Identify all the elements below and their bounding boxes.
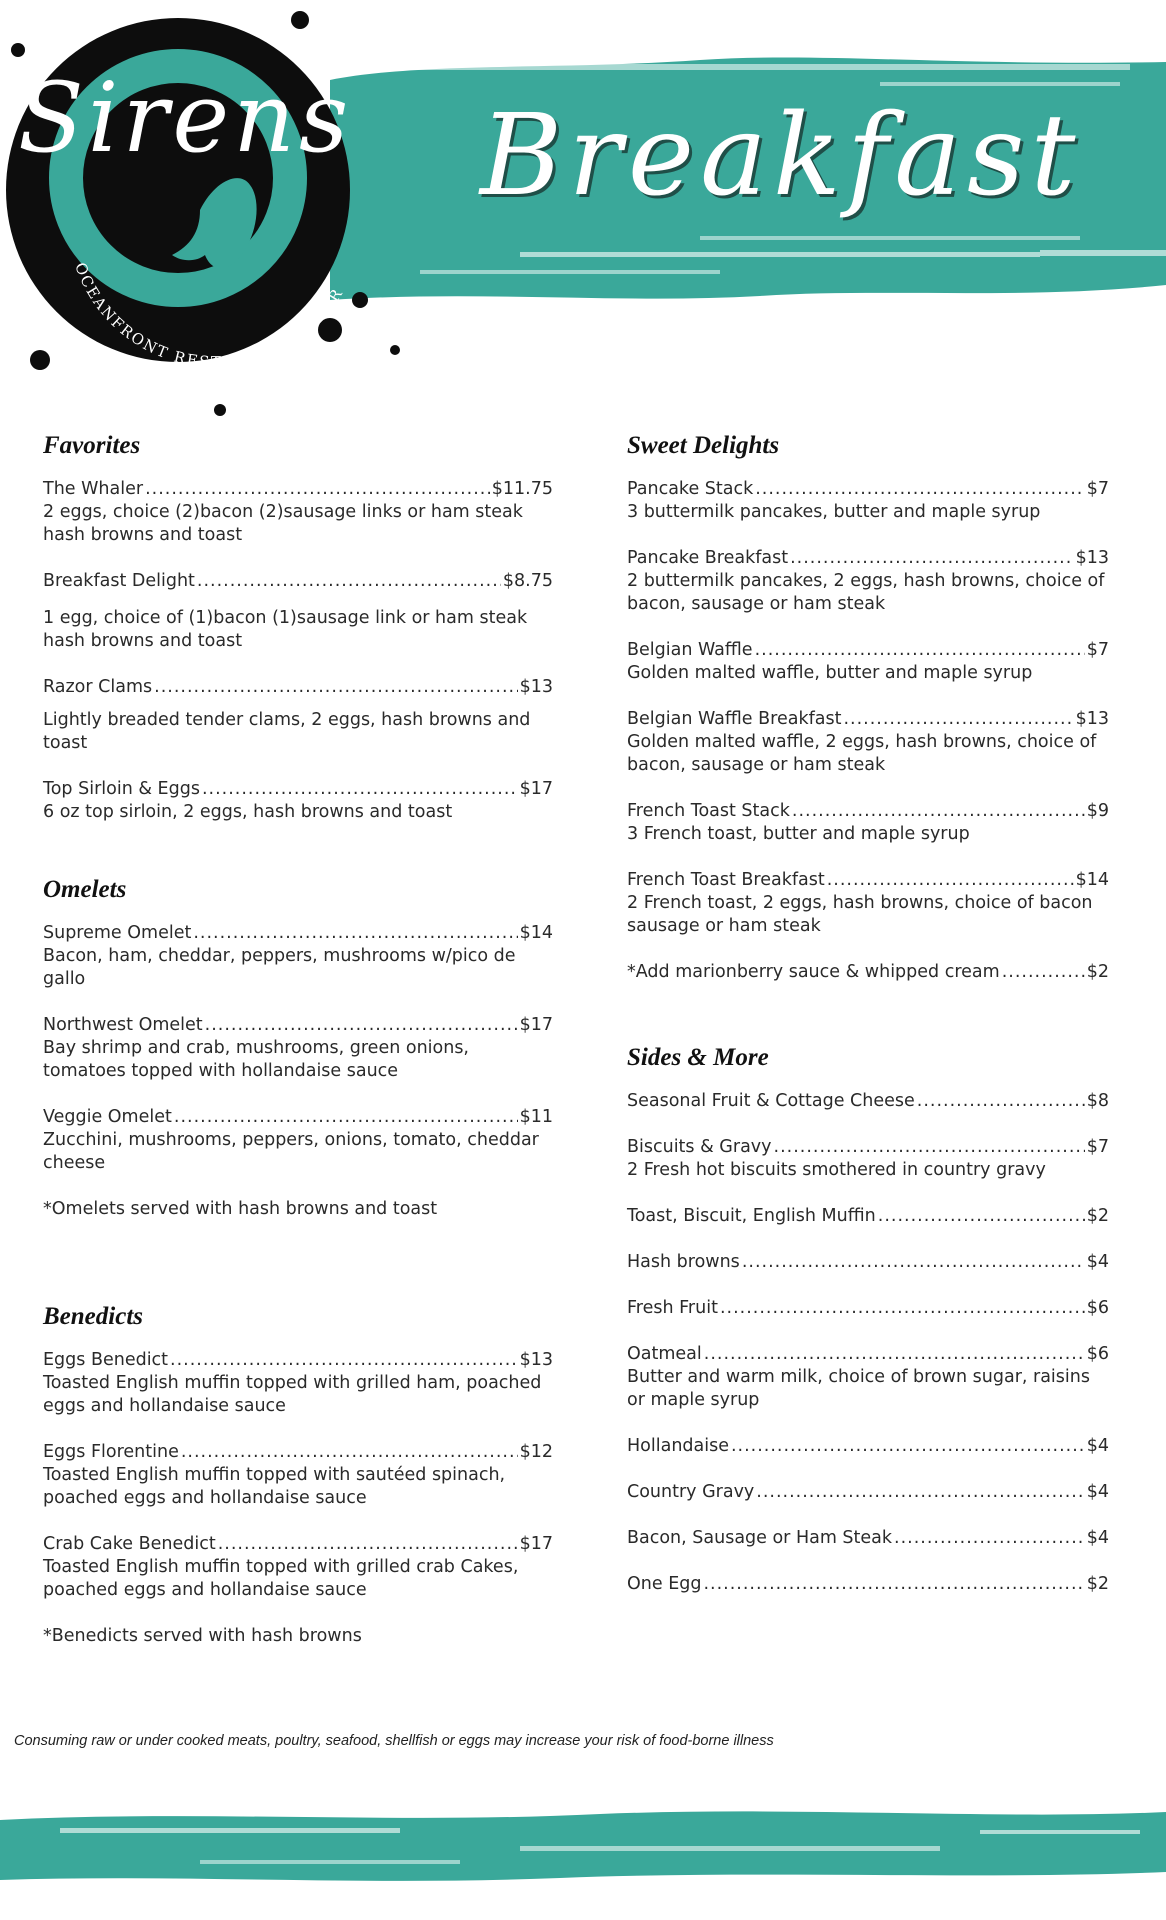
item-description: 6 oz top sirloin, 2 eggs, hash browns and toast xyxy=(43,802,453,822)
section-favorites xyxy=(43,432,553,824)
item-name: Country Gravy xyxy=(627,1482,755,1502)
menu-item xyxy=(627,708,1109,777)
logo-ring-text xyxy=(0,0,400,400)
menu-item xyxy=(627,1481,1109,1504)
item-price: $13 xyxy=(1075,548,1109,568)
item-price: $4 xyxy=(1086,1482,1109,1502)
item-description: 2 eggs, choice (2)bacon (2)sausage links or ham steak hash browns and toast xyxy=(43,502,523,545)
item-description: 3 buttermilk pancakes, butter and maple syrup xyxy=(627,502,1041,522)
item-price: $2 xyxy=(1086,1206,1109,1226)
menu-item xyxy=(43,1533,553,1602)
item-description: 2 French toast, 2 eggs, hash browns, choice of bacon sausage or ham steak xyxy=(627,893,1093,936)
section-omelets xyxy=(43,876,553,1221)
item-description: 1 egg, choice of (1)bacon (1)sausage link or ham steak hash browns and toast xyxy=(43,608,528,651)
item-name: The Whaler xyxy=(43,479,144,499)
item-price: $13 xyxy=(519,1350,553,1370)
item-name: Crab Cake Benedict xyxy=(43,1534,216,1554)
item-name: Eggs Benedict xyxy=(43,1350,169,1370)
item-name: Northwest Omelet xyxy=(43,1015,203,1035)
menu-item xyxy=(43,778,553,824)
item-name: Supreme Omelet xyxy=(43,923,192,943)
item-name: French Toast Stack xyxy=(627,801,790,821)
bottom-brush-stroke xyxy=(0,1800,1166,1890)
item-description: 2 buttermilk pancakes, 2 eggs, hash browns, choice of bacon, sausage or ham steak xyxy=(627,571,1105,614)
item-price: $11 xyxy=(519,1107,553,1127)
item-name: Pancake Stack xyxy=(627,479,754,499)
item-price: $14 xyxy=(519,923,553,943)
item-price: $7 xyxy=(1086,1137,1109,1157)
item-price: $6 xyxy=(1086,1298,1109,1318)
menu-item xyxy=(627,1090,1109,1113)
item-name: Breakfast Delight xyxy=(43,571,195,591)
item-price: $2 xyxy=(1086,962,1109,982)
item-price: $13 xyxy=(519,677,553,697)
item-price: $2 xyxy=(1086,1574,1109,1594)
item-price: $17 xyxy=(519,779,553,799)
item-name: Pancake Breakfast xyxy=(627,548,789,568)
item-name: One Egg xyxy=(627,1574,702,1594)
section-title: Favorites xyxy=(43,432,141,459)
section-title: Sweet Delights xyxy=(627,432,780,459)
item-description: Toasted English muffin topped with grilled ham, poached eggs and hollandaise sauce xyxy=(43,1373,542,1416)
item-description: Golden malted waffle, butter and maple syrup xyxy=(627,663,1033,683)
item-price: $13 xyxy=(1075,709,1109,729)
menu-item xyxy=(627,639,1109,685)
menu-item xyxy=(627,1251,1109,1274)
menu-item xyxy=(627,478,1109,524)
right-column xyxy=(627,432,1109,1619)
item-name: Bacon, Sausage or Ham Steak xyxy=(627,1528,893,1548)
item-description: Toasted English muffin topped with sautéed spinach, poached eggs and hollandaise sauce xyxy=(43,1465,506,1508)
svg-text:OCEANFRONT RESTAURANT & BAR xyxy=(71,260,347,371)
menu-header xyxy=(0,0,1166,430)
left-column xyxy=(43,432,553,1648)
menu-item xyxy=(43,1014,553,1083)
item-name: Biscuits & Gravy xyxy=(627,1137,772,1157)
item-price: $14 xyxy=(1075,870,1109,890)
item-name: Belgian Waffle Breakfast xyxy=(627,709,842,729)
item-description: 2 Fresh hot biscuits smothered in country gravy xyxy=(627,1160,1046,1180)
menu-item xyxy=(627,1435,1109,1458)
item-description: 3 French toast, butter and maple syrup xyxy=(627,824,970,844)
item-price: $7 xyxy=(1086,479,1109,499)
menu-item xyxy=(627,1205,1109,1228)
section-sides xyxy=(627,1044,1109,1596)
menu-item xyxy=(43,570,553,653)
item-name: Veggie Omelet xyxy=(43,1107,172,1127)
section-sweet-delights xyxy=(627,432,1109,984)
menu-item xyxy=(43,1106,553,1175)
menu-addon xyxy=(627,961,1109,984)
logo-tagline: OCEANFRONT RESTAURANT & BAR xyxy=(71,260,347,372)
menu-item xyxy=(43,1349,553,1418)
item-price: $4 xyxy=(1086,1528,1109,1548)
item-description: Toasted English muffin topped with grilled crab Cakes, poached eggs and hollandaise sauce xyxy=(43,1557,519,1600)
logo-wordmark: Sirens xyxy=(18,62,353,174)
item-name: Seasonal Fruit & Cottage Cheese xyxy=(627,1091,915,1111)
section-note: *Benedicts served with hash browns xyxy=(43,1626,362,1646)
item-description: Zucchini, mushrooms, peppers, onions, tomato, cheddar cheese xyxy=(43,1130,539,1173)
section-note: *Omelets served with hash browns and toast xyxy=(43,1199,438,1219)
menu-item xyxy=(627,1343,1109,1412)
section-title: Omelets xyxy=(43,876,127,903)
item-name: Fresh Fruit xyxy=(627,1298,718,1318)
item-description: Bacon, ham, cheddar, peppers, mushrooms w/pico de gallo xyxy=(43,946,516,989)
item-description: Lightly breaded tender clams, 2 eggs, hash browns and toast xyxy=(43,710,531,753)
item-name: French Toast Breakfast xyxy=(627,870,825,890)
item-name: Top Sirloin & Eggs xyxy=(43,779,200,799)
menu-item xyxy=(43,922,553,991)
menu-item xyxy=(627,1136,1109,1182)
item-price: $11.75 xyxy=(491,479,553,499)
item-name: Hash browns xyxy=(627,1252,740,1272)
item-price: $9 xyxy=(1086,801,1109,821)
section-title: Benedicts xyxy=(43,1303,143,1330)
menu-item xyxy=(43,478,553,547)
menu-item xyxy=(627,800,1109,846)
item-name: Hollandaise xyxy=(627,1436,729,1456)
item-price: $12 xyxy=(519,1442,553,1462)
item-description: Bay shrimp and crab, mushrooms, green onions, tomatoes topped with hollandaise sauce xyxy=(43,1038,469,1081)
menu-item xyxy=(627,869,1109,938)
item-name: Toast, Biscuit, English Muffin xyxy=(627,1206,876,1226)
item-price: $4 xyxy=(1086,1252,1109,1272)
item-price: $4 xyxy=(1086,1436,1109,1456)
food-safety-disclaimer: Consuming raw or under cooked meats, poultry, seafood, shellfish or eggs may increase your risk of food-borne illness xyxy=(14,1733,774,1749)
item-name: Belgian Waffle xyxy=(627,640,753,660)
item-name: *Add marionberry sauce & whipped cream xyxy=(627,962,1000,982)
item-description: Golden malted waffle, 2 eggs, hash browns, choice of bacon, sausage or ham steak xyxy=(627,732,1097,775)
item-price: $8 xyxy=(1086,1091,1109,1111)
item-description: Butter and warm milk, choice of brown sugar, raisins or maple syrup xyxy=(627,1367,1090,1410)
item-price: $17 xyxy=(519,1015,553,1035)
item-price: $6 xyxy=(1086,1344,1109,1364)
menu-item xyxy=(43,676,553,755)
section-title: Sides & More xyxy=(627,1044,769,1071)
menu-item xyxy=(627,1573,1109,1596)
menu-item xyxy=(627,1297,1109,1320)
menu-item xyxy=(43,1441,553,1510)
item-price: $7 xyxy=(1086,640,1109,660)
section-benedicts xyxy=(43,1303,553,1648)
item-name: Razor Clams xyxy=(43,677,153,697)
menu-title: Breakfast xyxy=(480,91,1082,221)
item-name: Eggs Florentine xyxy=(43,1442,179,1462)
menu-item xyxy=(627,547,1109,616)
item-price: $8.75 xyxy=(502,571,553,591)
item-name: Oatmeal xyxy=(627,1344,702,1364)
menu-item xyxy=(627,1527,1109,1550)
item-price: $17 xyxy=(519,1534,553,1554)
